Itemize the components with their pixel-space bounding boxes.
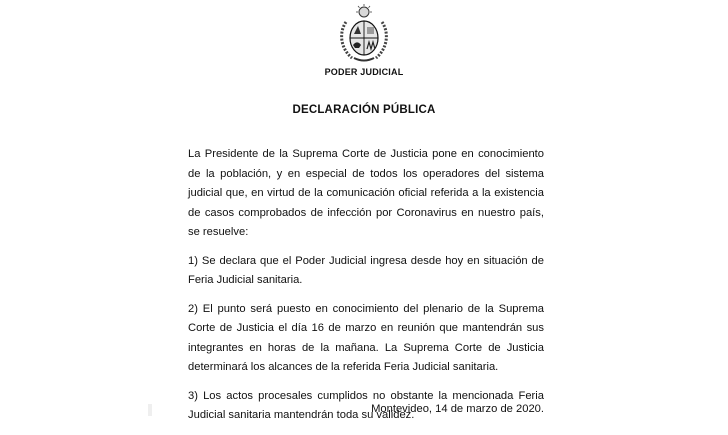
document-header bbox=[314, 4, 414, 80]
organization-name: PODER JUDICIAL bbox=[324, 67, 404, 77]
resolution-item-3: 3) Los actos procesales cumplidos no obstante la mencionada Feria Judicial sanitaria mantendrán toda su validez. bbox=[188, 389, 544, 421]
resolution-item-1: 1) Se declara que el Poder Judicial ingresa desde hoy en situación de Feria Judicial sanitaria. bbox=[188, 254, 544, 286]
document-title: DECLARACIÓN PÚBLICA bbox=[292, 104, 436, 116]
coat-of-arms-icon bbox=[334, 4, 394, 64]
document-body bbox=[188, 145, 544, 435]
resolution-item-2: 2) El punto será puesto en conocimiento del plenario de la Suprema Corte de Justicia el día 16 de marzo en reunión que mantendrán sus integrantes en horas de la mañana. La Suprema Corte de Justicia determinará los alcances de la referida Feria Judicial sanitaria. bbox=[188, 302, 544, 373]
date-line: Montevideo, 14 de marzo de 2020. bbox=[371, 403, 544, 415]
scan-mark bbox=[148, 404, 152, 416]
intro-paragraph: La Presidente de la Suprema Corte de Justicia pone en conocimiento de la población, y en especial de todos los operadores del sistema judicial que, en virtud de la comunicación oficial referida a la existencia de casos comprobados de infección por Coronavirus en nuestro país, se resuelve: bbox=[188, 148, 544, 238]
